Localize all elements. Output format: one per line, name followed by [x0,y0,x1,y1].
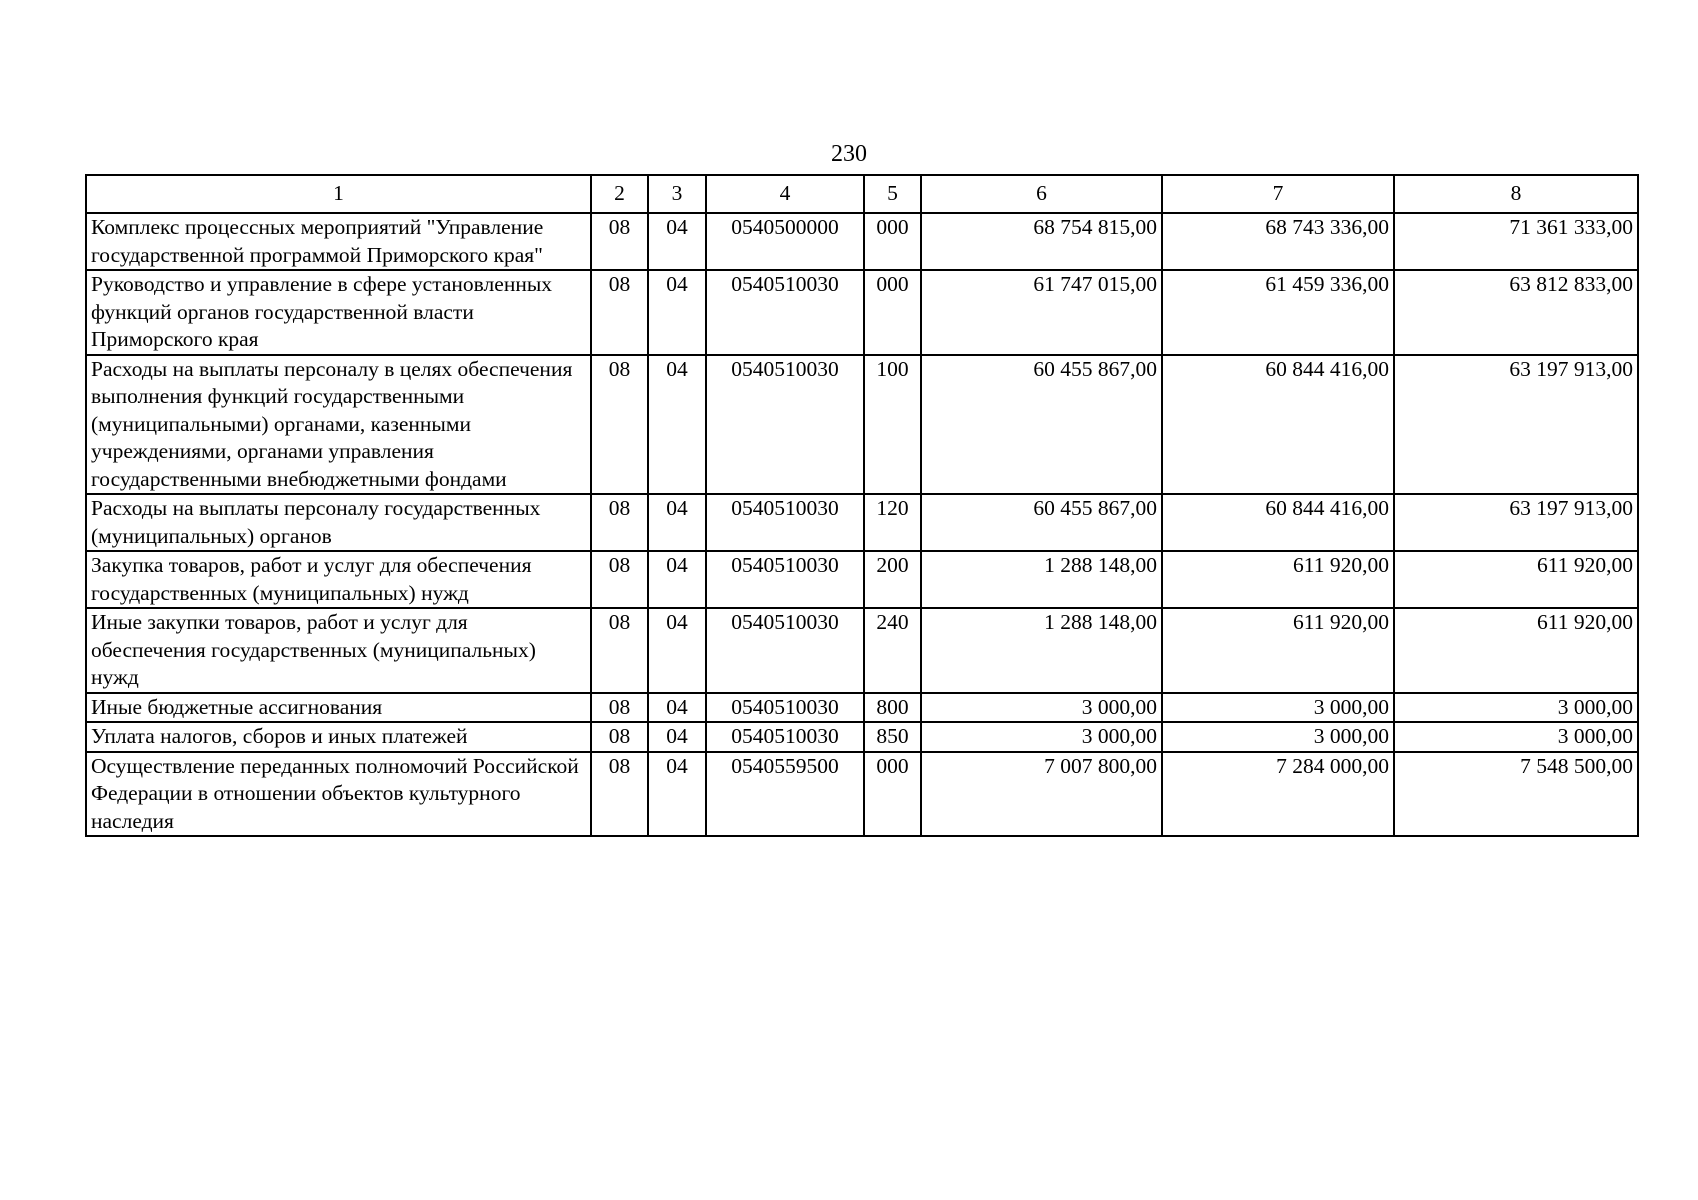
section-code: 08 [591,355,648,495]
target-article-code: 0540510030 [706,494,864,551]
target-article-code: 0540510030 [706,551,864,608]
subsection-code: 04 [648,213,706,270]
expense-type-code: 000 [864,270,921,355]
amount-col-7: 3 000,00 [1162,722,1394,752]
table-row [86,551,1638,608]
expense-type-code: 800 [864,693,921,723]
amount-col-6: 60 455 867,00 [921,355,1162,495]
amount-col-8: 611 920,00 [1394,551,1638,608]
expense-type-code: 200 [864,551,921,608]
expense-type-code: 000 [864,213,921,270]
subsection-code: 04 [648,355,706,495]
amount-col-7: 61 459 336,00 [1162,270,1394,355]
row-name: Иные бюджетные ассигнования [86,693,591,723]
column-header-5: 5 [864,175,921,213]
subsection-code: 04 [648,608,706,693]
target-article-code: 0540510030 [706,608,864,693]
amount-col-8: 611 920,00 [1394,608,1638,693]
table-row [86,693,1638,723]
amount-col-7: 7 284 000,00 [1162,752,1394,837]
expense-type-code: 850 [864,722,921,752]
column-header-4: 4 [706,175,864,213]
page-number: 230 [831,141,867,167]
section-code: 08 [591,270,648,355]
column-header-7: 7 [1162,175,1394,213]
section-code: 08 [591,722,648,752]
amount-col-7: 3 000,00 [1162,693,1394,723]
table-row [86,608,1638,693]
target-article-code: 0540500000 [706,213,864,270]
amount-col-8: 3 000,00 [1394,722,1638,752]
subsection-code: 04 [648,722,706,752]
section-code: 08 [591,494,648,551]
column-header-3: 3 [648,175,706,213]
subsection-code: 04 [648,494,706,551]
table-row [86,355,1638,495]
amount-col-8: 7 548 500,00 [1394,752,1638,837]
row-name: Расходы на выплаты персоналу в целях обеспечения выполнения функций государственными (муниципальными) органами, казенными учреждениями, органами управления государственными внебюджетными фондами [86,355,591,495]
section-code: 08 [591,213,648,270]
table-row [86,494,1638,551]
row-name: Расходы на выплаты персоналу государственных (муниципальных) органов [86,494,591,551]
amount-col-7: 60 844 416,00 [1162,355,1394,495]
row-name: Осуществление переданных полномочий Российской Федерации в отношении объектов культурного наследия [86,752,591,837]
amount-col-7: 60 844 416,00 [1162,494,1394,551]
amount-col-7: 68 743 336,00 [1162,213,1394,270]
target-article-code: 0540510030 [706,355,864,495]
target-article-code: 0540510030 [706,693,864,723]
amount-col-6: 7 007 800,00 [921,752,1162,837]
target-article-code: 0540510030 [706,270,864,355]
amount-col-8: 3 000,00 [1394,693,1638,723]
table-row [86,270,1638,355]
row-name: Руководство и управление в сфере установленных функций органов государственной власти Приморского края [86,270,591,355]
section-code: 08 [591,693,648,723]
table-header [86,175,1638,213]
amount-col-6: 1 288 148,00 [921,551,1162,608]
expense-type-code: 000 [864,752,921,837]
target-article-code: 0540559500 [706,752,864,837]
expense-type-code: 120 [864,494,921,551]
amount-col-8: 71 361 333,00 [1394,213,1638,270]
row-name: Уплата налогов, сборов и иных платежей [86,722,591,752]
section-code: 08 [591,752,648,837]
amount-col-6: 1 288 148,00 [921,608,1162,693]
column-header-1: 1 [86,175,591,213]
amount-col-6: 68 754 815,00 [921,213,1162,270]
column-header-2: 2 [591,175,648,213]
budget-table [85,174,1639,837]
target-article-code: 0540510030 [706,722,864,752]
subsection-code: 04 [648,693,706,723]
amount-col-8: 63 812 833,00 [1394,270,1638,355]
subsection-code: 04 [648,551,706,608]
expense-type-code: 240 [864,608,921,693]
amount-col-8: 63 197 913,00 [1394,355,1638,495]
amount-col-8: 63 197 913,00 [1394,494,1638,551]
amount-col-6: 3 000,00 [921,693,1162,723]
section-code: 08 [591,551,648,608]
amount-col-7: 611 920,00 [1162,608,1394,693]
table-row [86,752,1638,837]
subsection-code: 04 [648,270,706,355]
section-code: 08 [591,608,648,693]
row-name: Закупка товаров, работ и услуг для обеспечения государственных (муниципальных) нужд [86,551,591,608]
row-name: Комплекс процессных мероприятий "Управление государственной программой Приморского края" [86,213,591,270]
table-row [86,722,1638,752]
amount-col-6: 3 000,00 [921,722,1162,752]
row-name: Иные закупки товаров, работ и услуг для обеспечения государственных (муниципальных) нужд [86,608,591,693]
table-body [86,213,1638,836]
table-row [86,213,1638,270]
subsection-code: 04 [648,752,706,837]
amount-col-6: 61 747 015,00 [921,270,1162,355]
amount-col-7: 611 920,00 [1162,551,1394,608]
column-header-6: 6 [921,175,1162,213]
amount-col-6: 60 455 867,00 [921,494,1162,551]
expense-type-code: 100 [864,355,921,495]
column-header-8: 8 [1394,175,1638,213]
header-row [86,175,1638,213]
